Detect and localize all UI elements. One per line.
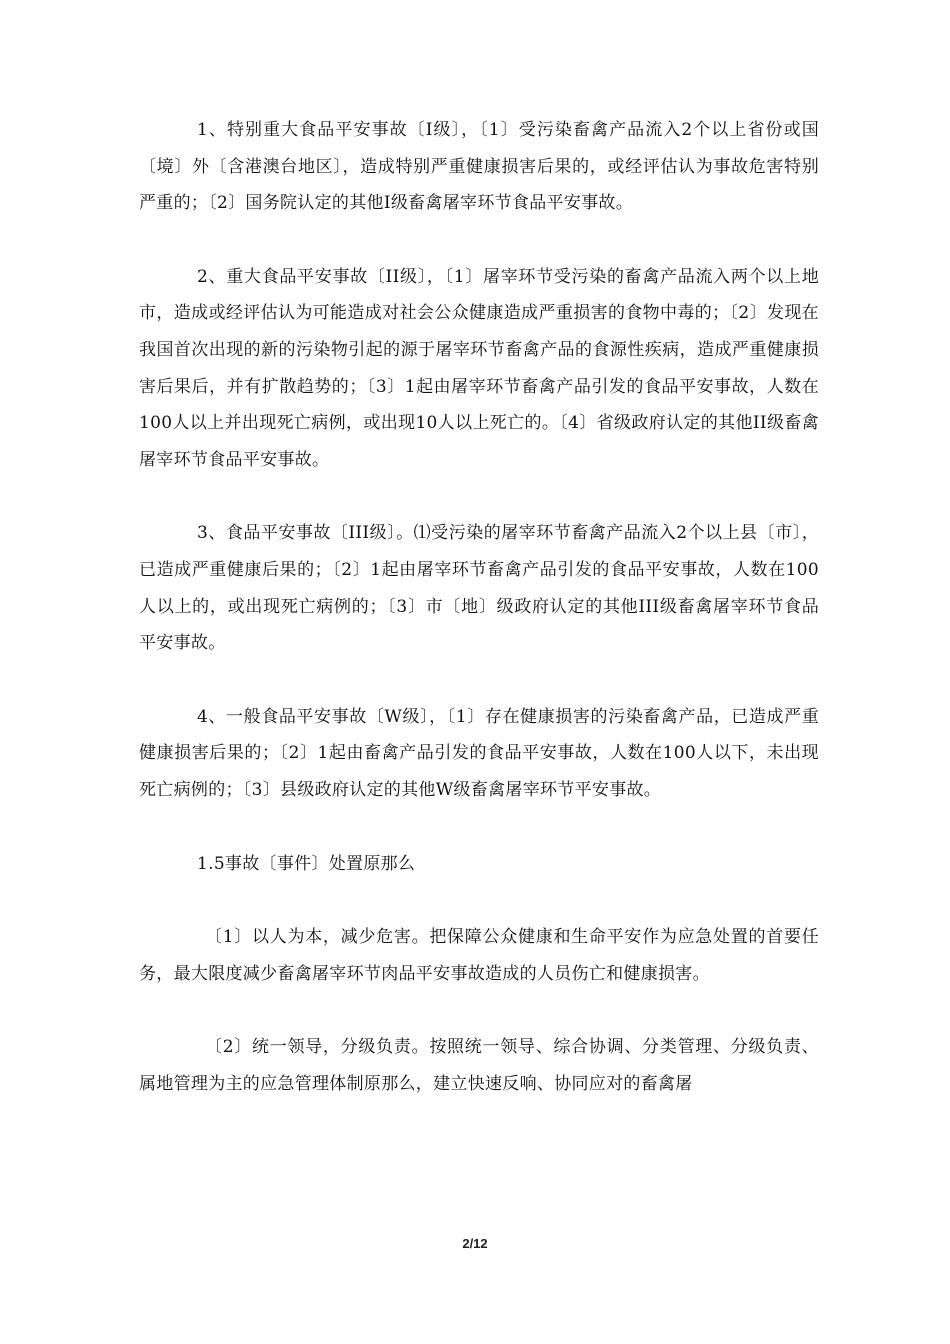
paragraph-level-iv-accident: 4、一般食品平安事故〔W级〕，〔1〕存在健康损害的污染畜禽产品，已造成严重健康损害后果的；〔2〕1起由畜禽产品引发的食品平安事故，人数在100人以下，未出现死亡病例的；〔3〕县级政府认定的其他W级畜禽屠宰环节平安事故。 xyxy=(139,706,819,800)
paragraph-level-iii-accident: 3、食品平安事故〔III级〕。⑴受污染的屠宰环节畜禽产品流入2个以上县〔市〕，已造成严重健康后果的；〔2〕1起由屠宰环节畜禽产品引发的食品平安事故，人数在100人以上的，或出现死亡病例的；〔3〕市〔地〕级政府认定的其他III级畜禽屠宰环节食品平安事故。 xyxy=(139,523,819,654)
section-heading-handling-principles: 1.5事故〔事件〕处置原那么 xyxy=(197,853,416,874)
paragraph-level-i-accident: 1、特别重大食品平安事故〔I级〕，〔1〕受污染畜禽产品流入2个以上省份或国〔境〕外〔含港澳台地区〕，造成特别严重健康损害后果的，或经评估认为事故危害特别严重的；〔2〕国务院认定的其他I级畜禽屠宰环节食品平安事故。 xyxy=(139,120,819,214)
paragraph-principle-unified-leadership: 〔2〕统一领导，分级负责。按照统一领导、综合协调、分类管理、分级负责、属地管理为主的应急管理体制原那么，建立快速反响、协同应对的畜禽屠 xyxy=(139,1037,819,1094)
paragraph-level-ii-accident: 2、重大食品平安事故〔II级〕，〔1〕屠宰环节受污染的畜禽产品流入两个以上地市，造成或经评估认为可能造成对社会公众健康造成严重损害的食物中毒的；〔2〕发现在我国首次出现的新的污染物引起的源于屠宰环节畜禽产品的食源性疾病，造成严重健康损害后果后，并有扩散趋势的；〔3〕1起由屠宰环节畜禽产品引发的食品平安事故，人数在100人以上并出现死亡病例，或出现10人以上死亡的。〔4〕省级政府认定的其他II级畜禽屠宰环节食品平安事故。 xyxy=(139,266,819,470)
page-number: 2/12 xyxy=(462,1236,488,1251)
document-body xyxy=(139,112,819,1102)
paragraph-principle-people-first: 〔1〕以人为本，减少危害。把保障公众健康和生命平安作为应急处置的首要任务，最大限度减少畜禽屠宰环节肉品平安事故造成的人员伤亡和健康损害。 xyxy=(139,927,819,984)
